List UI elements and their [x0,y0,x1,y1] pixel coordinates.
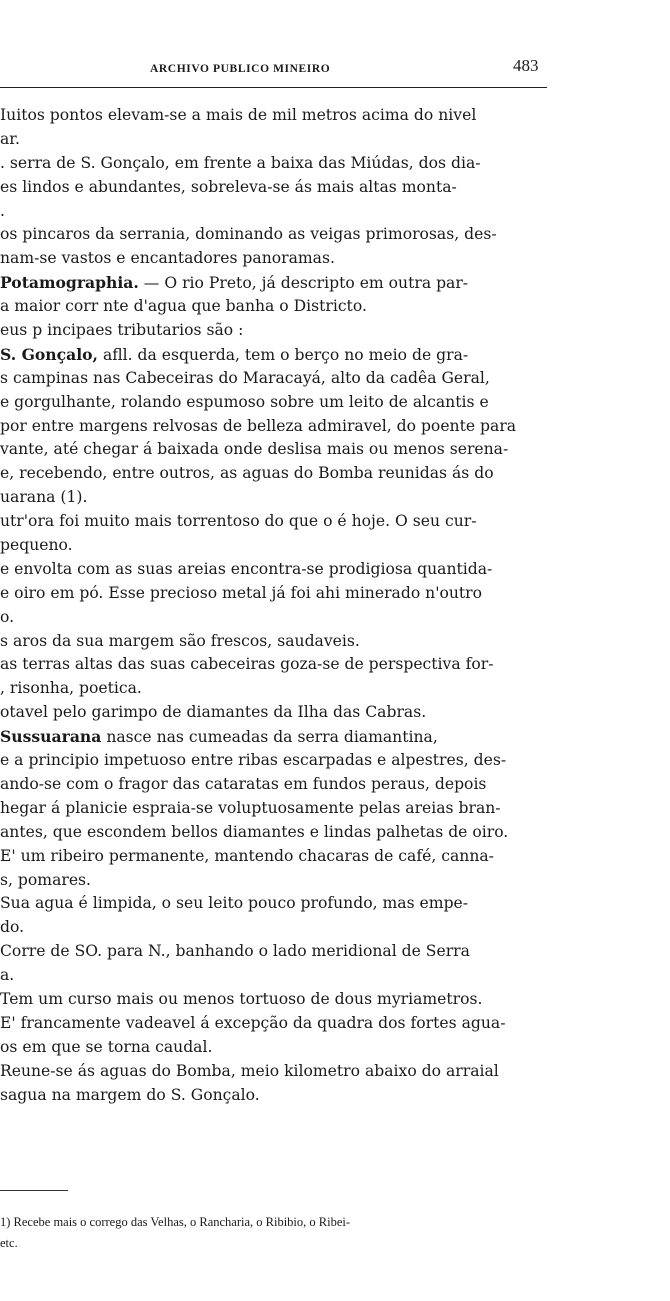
text-line: s aros da sua margem são frescos, saudaveis. [0,631,360,650]
text-line: o. [0,607,15,626]
header-rule [0,87,547,88]
text-line: os em que se torna caudal. [0,1037,213,1056]
text-line: e gorgulhante, rolando espumoso sobre um leito de alcantis e [0,392,489,411]
text-line: sagua na margem do S. Gonçalo. [0,1085,260,1104]
text-line: Sua agua é limpida, o seu leito pouco profundo, mas empe- [0,894,469,913]
river-name: S. Gonçalo, [0,344,98,364]
text-line: Corre de SO. para N., banhando o lado meridional de Serra [0,942,470,961]
text-line: nam-se vastos e encantadores panoramas. [0,249,335,268]
text-line: a maior corr nte d'agua que banha o Districto. [0,297,367,316]
text-line: ando-se com o fragor das cataratas em fundos peraus, depois [0,774,487,793]
text-line: uarana (1). [0,488,88,507]
page-number: 483 [513,56,539,75]
text-line: , risonha, poetica. [0,679,142,698]
text-line: eus p incipaes tributarios são : [0,321,244,340]
text-line: utr'ora foi muito mais torrentoso do que o é hoje. O seu cur- [0,512,477,531]
text-line: s campinas nas Cabeceiras do Maracayá, alto da cadêa Geral, [0,368,490,387]
text-line: a. [0,966,15,985]
text-line: . serra de S. Gonçalo, em frente a baixa das Miúdas, dos dia- [0,153,481,172]
text-line: ar. [0,129,20,148]
text-line: pequeno. [0,536,73,555]
river-heading-line: Sussuarana nasce nas cumeadas da serra diamantina, [0,727,438,747]
text-line: e oiro em pó. Esse precioso metal já foi ahi minerado n'outro [0,583,483,602]
section-heading: Potamographia. [0,273,139,293]
text-line: Iuitos pontos elevam-se a mais de mil metros acima do nivel [0,106,477,124]
text-line: os pincaros da serrania, dominando as veigas primorosas, des- [0,225,497,244]
text-line: por entre margens relvosas de belleza admiravel, do poente para [0,416,517,435]
running-head: ARCHIVO PUBLICO MINEIRO [150,63,331,75]
text-line: e, recebendo, entre outros, as aguas do Bomba reunidas ás do [0,464,494,483]
body-text [0,104,560,1107]
river-name: Sussuarana [0,727,102,747]
text-line: otavel pelo garimpo de diamantes da Ilha das Cabras. [0,703,427,722]
text-line: antes, que escondem bellos diamantes e lindas palhetas de oiro. [0,822,509,841]
section-heading-line: Potamographia. — O rio Preto, já descripto em outra par- [0,273,469,293]
footnote-line: 1) Recebe mais o corrego das Velhas, o Rancharia, o Ribibio, o Ribei- [0,1215,351,1229]
footnote-rule [0,1190,68,1191]
footnotes [0,1212,560,1254]
text-line: do. [0,918,25,937]
text-line: E' francamente vadeavel á excepção da quadra dos fortes agua- [0,1013,506,1032]
text-line: as terras altas das suas cabeceiras goza-se de perspectiva for- [0,655,494,674]
text-line: e a principio impetuoso entre ribas escarpadas e alpestres, des- [0,751,507,770]
text-line: vante, até chegar á baixada onde deslisa mais ou menos serena- [0,440,509,459]
text-line: Reune-se ás aguas do Bomba, meio kilometro abaixo do arraial [0,1061,499,1080]
text-line: es lindos e abundantes, sobreleva-se ás mais altas monta- [0,177,457,196]
text-line: hegar á planicie espraia-se voluptuosamente pelas areias bran- [0,798,501,817]
text-line: Tem um curso mais ou menos tortuoso de dous myriametros. [0,989,483,1008]
text-line: e envolta com as suas areias encontra-se prodigiosa quantida- [0,559,493,578]
text-line: E' um ribeiro permanente, mantendo chacaras de café, canna- [0,846,494,865]
text-line: . [0,201,5,220]
text-line: s, pomares. [0,870,92,889]
footnote-line: etc. [0,1236,18,1250]
river-heading-line: S. Gonçalo, afll. da esquerda, tem o berço no meio de gra- [0,344,469,364]
